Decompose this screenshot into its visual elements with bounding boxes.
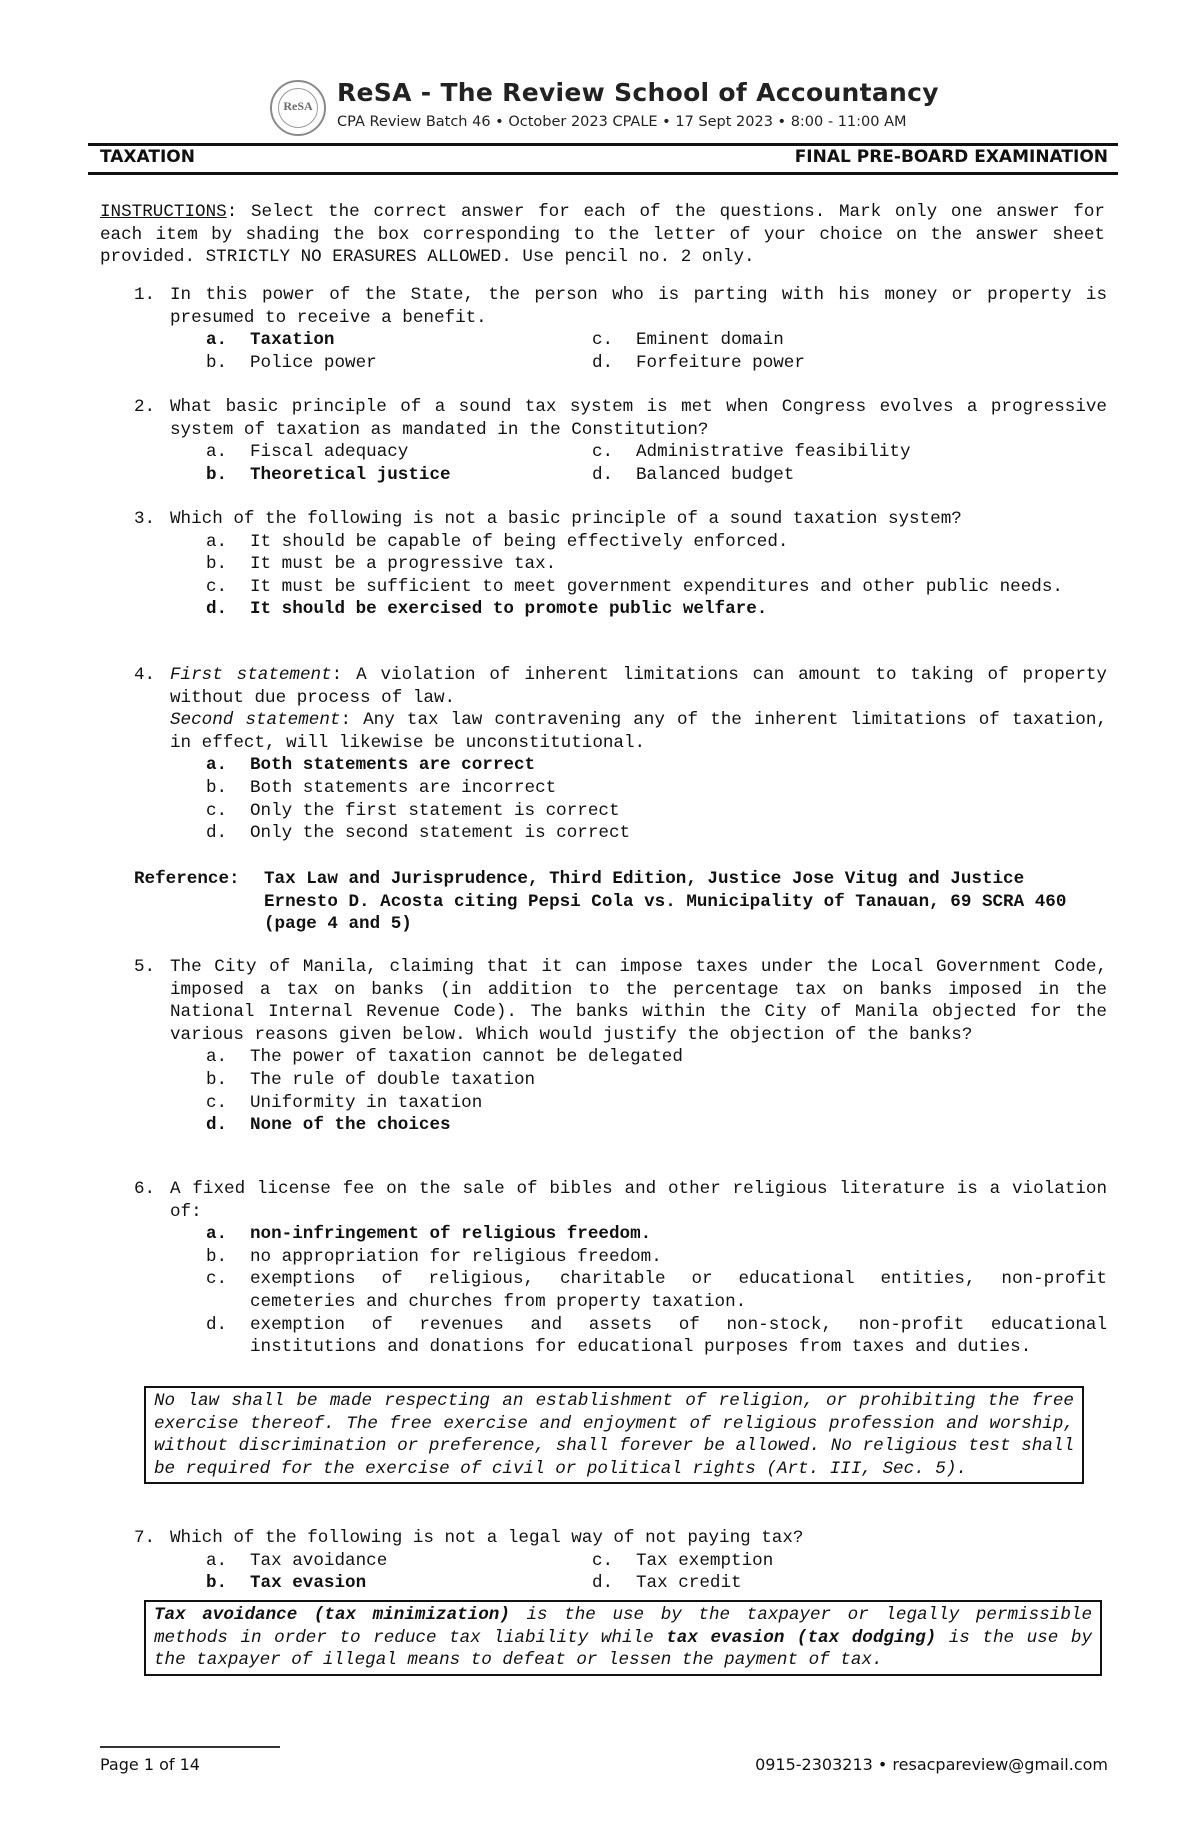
- reference-text: Tax Law and Jurisprudence, Third Edition, Justice Jose Vitug and Justice Ernesto D. Acosta citing Pepsi Cola vs. Municipality of Tanauan, 69 SCRA 460 (page 4 and 5): [264, 869, 1067, 935]
- option-b: b. It must be a progressive tax.: [206, 554, 557, 575]
- subject-label: TAXATION: [100, 147, 195, 167]
- instructions-text: : Select the correct answer for each of the questions. Mark only one answer for each item by shading the box corresponding to the letter of your choice on the answer sheet provided. STRICTLY NO ERASURES ALLOWED. Use pencil no. 2 only.: [100, 202, 1105, 268]
- constitution-note: No law shall be made respecting an establishment of religion, or prohibiting the free exercise thereof. The free exercise and enjoyment of religious profession and worship, without discrimination or preference, shall forever be allowed. No religious test shall be required for the exercise of civil or political rights (Art. III, Sec. 5).: [144, 1386, 1084, 1484]
- option-d: d. Balanced budget: [592, 464, 795, 485]
- logo-text: ReSA: [283, 99, 313, 113]
- question-4: [134, 664, 1107, 845]
- option-d: d. Tax credit: [592, 1573, 742, 1594]
- school-title: ReSA - The Review School of Accountancy: [337, 78, 939, 107]
- option-a: a. Fiscal adequacy: [206, 442, 409, 463]
- question-number: 4.: [134, 665, 156, 685]
- header-rule-top: [88, 143, 1118, 146]
- instructions: [100, 201, 1105, 269]
- question-number: 5.: [134, 957, 156, 977]
- option-a: a. Taxation: [206, 330, 335, 351]
- question-5: [134, 956, 1107, 1137]
- option-d: d. None of the choices: [206, 1115, 451, 1136]
- option-a: a. The power of taxation cannot be delegated: [206, 1047, 683, 1068]
- option-c: c. It must be sufficient to meet government expenditures and other public needs.: [206, 576, 1063, 597]
- option-c: c. exemptions of religious, charitable or educational entities, non-profit cemeteries and churches from property taxation.: [206, 1269, 1107, 1312]
- option-a: a. Both statements are correct: [206, 755, 536, 776]
- question-1: [134, 284, 1107, 374]
- question-number: 6.: [134, 1179, 156, 1199]
- footer-rule: [100, 1746, 280, 1748]
- question-text: A fixed license fee on the sale of bibles and other religious literature is a violation of:: [170, 1179, 1107, 1222]
- question-number: 2.: [134, 397, 156, 417]
- option-b: b. The rule of double taxation: [206, 1069, 536, 1090]
- question-2: [134, 396, 1107, 486]
- option-d: d. Forfeiture power: [592, 352, 805, 373]
- option-b: b. no appropriation for religious freedom.: [206, 1246, 662, 1267]
- question-text: Which of the following is not a legal way of not paying tax?: [170, 1528, 804, 1548]
- tax-avoidance-note: Tax avoidance (tax minimization) is the use by the taxpayer or legally permissible methods in order to reduce tax liability while tax evasion (tax dodging) is the use by the taxpayer of illegal means to defeat or lessen the payment of tax.: [144, 1600, 1102, 1676]
- question-number: 1.: [134, 285, 156, 305]
- question-number: 3.: [134, 509, 156, 529]
- question-7: [134, 1527, 1107, 1595]
- question-number: 7.: [134, 1528, 156, 1548]
- option-d: d. Only the second statement is correct: [206, 823, 631, 844]
- question-6: [134, 1178, 1107, 1359]
- option-c: c. Tax exemption: [592, 1550, 774, 1571]
- option-c: c. Administrative feasibility: [592, 442, 911, 463]
- instructions-label: INSTRUCTIONS: [100, 202, 227, 222]
- page-number: Page 1 of 14: [100, 1755, 200, 1774]
- reference: [134, 868, 1107, 936]
- option-c: c. Only the first statement is correct: [206, 800, 620, 821]
- question-text: What basic principle of a sound tax system is met when Congress evolves a progressive system of taxation as mandated in the Constitution?: [170, 397, 1107, 440]
- option-b: b. Police power: [206, 352, 377, 373]
- question-3: [134, 508, 1107, 621]
- exam-subtitle: CPA Review Batch 46 • October 2023 CPALE • 17 Sept 2023 • 8:00 - 11:00 AM: [337, 114, 907, 130]
- contact-info: 0915-2303213 • resacpareview@gmail.com: [755, 1755, 1108, 1774]
- option-b: b. Theoretical justice: [206, 464, 451, 485]
- option-b: b. Both statements are incorrect: [206, 777, 557, 798]
- option-a: a. Tax avoidance: [206, 1550, 388, 1571]
- option-d: d. exemption of revenues and assets of non-stock, non-profit educational institutions and donations for educational purposes from taxes and duties.: [206, 1314, 1107, 1358]
- option-a: a. It should be capable of being effectively enforced.: [206, 531, 789, 552]
- first-statement: First statement: A violation of inherent limitations can amount to taking of property without due process of law.: [170, 665, 1107, 708]
- school-logo: [270, 80, 326, 136]
- question-text: The City of Manila, claiming that it can impose taxes under the Local Government Code, imposed a tax on banks (in addition to the percentage tax on banks imposed in the National Internal Revenue Code). The banks within the City of Manila objected for the various reasons given below. Which would justify the objection of the banks?: [170, 957, 1107, 1045]
- question-text: Which of the following is not a basic principle of a sound taxation system?: [170, 509, 962, 529]
- option-d: d. It should be exercised to promote public welfare.: [206, 599, 768, 620]
- option-c: c. Uniformity in taxation: [206, 1092, 483, 1113]
- second-statement: Second statement: Any tax law contravening any of the inherent limitations of taxation, in effect, will likewise be unconstitutional.: [170, 710, 1107, 753]
- reference-label: Reference:: [134, 869, 240, 889]
- option-a: a. non-infringement of religious freedom.: [206, 1224, 652, 1245]
- option-c: c. Eminent domain: [592, 330, 784, 351]
- exam-label: FINAL PRE-BOARD EXAMINATION: [794, 147, 1108, 167]
- option-b: b. Tax evasion: [206, 1573, 367, 1594]
- question-text: In this power of the State, the person who is parting with his money or property is presumed to receive a benefit.: [170, 285, 1107, 328]
- header-rule-bottom: [88, 172, 1118, 175]
